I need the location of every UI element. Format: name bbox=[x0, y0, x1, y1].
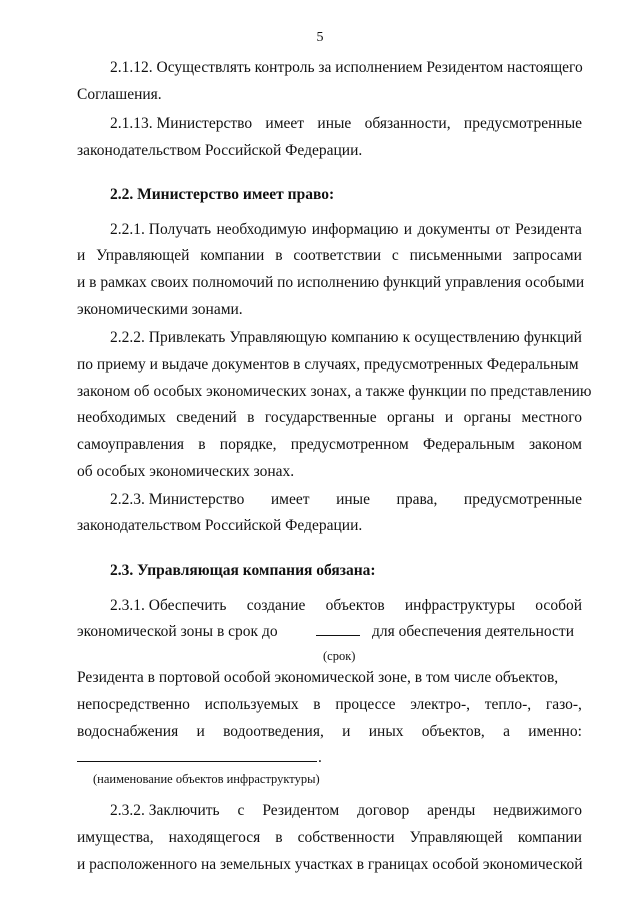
word: компании bbox=[200, 247, 265, 264]
word: водоотведения, bbox=[223, 723, 324, 740]
word: недвижимого bbox=[493, 802, 582, 819]
word: находящегося bbox=[168, 829, 261, 846]
word: Резидентом bbox=[262, 802, 340, 819]
p-2-1-12-line-2: Соглашения. bbox=[77, 86, 162, 103]
word: с bbox=[391, 247, 399, 264]
word: местного bbox=[521, 409, 582, 426]
word: Резидента bbox=[515, 221, 582, 238]
infrastructure-blank bbox=[77, 761, 317, 762]
word: Управляющей bbox=[409, 829, 503, 846]
word: 2.2.2. Привлекать bbox=[110, 329, 226, 346]
word: в bbox=[275, 829, 283, 846]
word: имеет bbox=[265, 115, 305, 132]
p-2-2-2-line-3: законом об особых экономических зонах, а также функции по представлению bbox=[77, 383, 592, 400]
p-2-1-13-line-2: законодательством Российской Федерации. bbox=[77, 142, 363, 159]
p-2-2-2-line-1 bbox=[110, 328, 582, 348]
word: аренды bbox=[427, 802, 476, 819]
word: самоуправления bbox=[77, 436, 185, 453]
p-2-3-1-line-5 bbox=[77, 722, 582, 742]
word: 2.3.2. Заключить bbox=[110, 802, 220, 819]
p-2-1-12-line-1: 2.1.12. Осуществлять контроль за исполнением Резидентом настоящего bbox=[110, 59, 583, 76]
word: электро-, bbox=[410, 696, 471, 713]
p-2-2-1-line-3: и в рамках своих полномочий по исполнению функций управления особыми bbox=[77, 274, 585, 291]
p-2-2-2-line-4 bbox=[77, 408, 582, 428]
word: предусмотренном bbox=[290, 436, 409, 453]
word: сведений bbox=[176, 409, 237, 426]
word: к bbox=[402, 329, 411, 346]
word: иные bbox=[336, 491, 370, 508]
word: 2.2.1. Получать bbox=[110, 221, 212, 238]
word: и bbox=[77, 247, 86, 264]
word: права, bbox=[396, 491, 438, 508]
p-2-2-2-line-2: по приему и выдаче документов в случаях, предусмотренных Федеральным bbox=[77, 356, 579, 373]
word: имущества, bbox=[77, 829, 154, 846]
section-heading-2-3: 2.3. Управляющая компания обязана: bbox=[110, 562, 376, 579]
word: компанию bbox=[331, 329, 399, 346]
word: иных bbox=[368, 723, 404, 740]
p-2-3-2-line-3: и расположенного на земельных участках в границах особой экономической bbox=[77, 856, 583, 873]
word: 2.2.3. Министерство bbox=[110, 491, 245, 508]
word: письменными bbox=[409, 247, 502, 264]
p-2-2-1-line-1 bbox=[110, 220, 582, 240]
word: создание bbox=[246, 597, 306, 614]
p-2-2-1-line-2 bbox=[77, 246, 582, 266]
word: и bbox=[444, 409, 454, 426]
word: функций bbox=[523, 329, 582, 346]
word: объектов, bbox=[421, 723, 485, 740]
word: и bbox=[342, 723, 351, 740]
word: 2.3.1. Обеспечить bbox=[110, 597, 227, 614]
word: в bbox=[275, 247, 283, 264]
word: имеет bbox=[270, 491, 310, 508]
p-2-2-2-line-5 bbox=[77, 435, 582, 455]
word: государственные bbox=[264, 409, 377, 426]
infrastructure-caption: (наименование объектов инфраструктуры) bbox=[93, 772, 320, 786]
word: иные bbox=[317, 115, 352, 132]
word: объектов bbox=[325, 597, 385, 614]
word: предусмотренные bbox=[463, 491, 582, 508]
word: Управляющую bbox=[229, 329, 327, 346]
p-2-3-1-line-1 bbox=[110, 596, 582, 616]
word: а bbox=[503, 723, 510, 740]
word: непосредственно bbox=[77, 696, 190, 713]
p-2-2-2-line-6: об особых экономических зонах. bbox=[77, 463, 295, 480]
word: процессе bbox=[335, 696, 396, 713]
word: инфраструктуры bbox=[404, 597, 516, 614]
word: в bbox=[247, 409, 255, 426]
word: необходимую bbox=[216, 221, 307, 238]
infrastructure-blank-end: . bbox=[318, 749, 322, 766]
word: органы bbox=[387, 409, 435, 426]
word: Управляющей bbox=[96, 247, 190, 264]
word: в bbox=[313, 696, 321, 713]
p-2-3-1-line-2b: для обеспечения деятельности bbox=[372, 623, 574, 640]
word: от bbox=[495, 221, 510, 238]
p-2-2-1-line-4: экономическими зонами. bbox=[77, 301, 243, 318]
p-2-3-2-line-2 bbox=[77, 828, 582, 848]
word: собственности bbox=[297, 829, 395, 846]
word: необходимых bbox=[77, 409, 166, 426]
word: Федеральным bbox=[422, 436, 515, 453]
word: компании bbox=[517, 829, 582, 846]
word: договор bbox=[357, 802, 410, 819]
word: тепло-, bbox=[484, 696, 532, 713]
p-2-3-1-line-4 bbox=[77, 695, 582, 715]
word: водоснабжения bbox=[77, 723, 179, 740]
word: и bbox=[403, 221, 413, 238]
p-2-3-1-line-2a: экономической зоны в срок до bbox=[77, 623, 278, 640]
word: документы bbox=[417, 221, 491, 238]
word: предусмотренные bbox=[463, 115, 582, 132]
word: в bbox=[198, 436, 206, 453]
word: с bbox=[237, 802, 245, 819]
page-number: 5 bbox=[316, 30, 324, 45]
p-2-3-1-line-3: Резидента в портовой особой экономической зоне, в том числе объектов, bbox=[77, 669, 559, 686]
deadline-blank bbox=[316, 635, 360, 636]
word: 2.1.13. Министерство bbox=[110, 115, 253, 132]
word: используемых bbox=[204, 696, 299, 713]
word: органы bbox=[463, 409, 512, 426]
p-2-2-3-line-2: законодательством Российской Федерации. bbox=[77, 517, 363, 534]
section-heading-2-2: 2.2. Министерство имеет право: bbox=[110, 186, 335, 203]
word: обязанности, bbox=[364, 115, 451, 132]
word: именно: bbox=[528, 723, 582, 740]
word: законом bbox=[528, 436, 582, 453]
word: и bbox=[196, 723, 205, 740]
p-2-1-13-line-1 bbox=[110, 114, 582, 134]
word: порядке, bbox=[219, 436, 277, 453]
p-2-3-2-line-1 bbox=[110, 801, 582, 821]
p-2-2-3-line-1 bbox=[110, 490, 582, 510]
word: особой bbox=[535, 597, 582, 614]
deadline-caption: (срок) bbox=[323, 649, 356, 663]
word: соответствии bbox=[293, 247, 382, 264]
word: осуществлению bbox=[414, 329, 520, 346]
word: информацию bbox=[311, 221, 399, 238]
word: газо-, bbox=[545, 696, 582, 713]
word: запросами bbox=[512, 247, 582, 264]
